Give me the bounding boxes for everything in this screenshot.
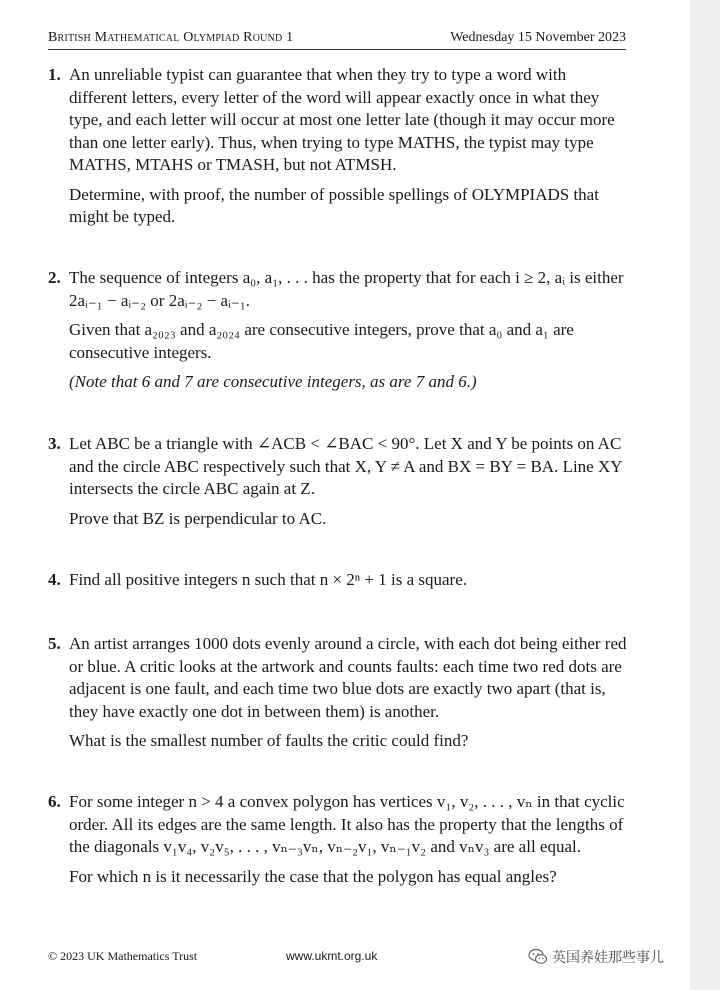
exam-date: Wednesday 15 November 2023 (450, 30, 626, 45)
problem-number: 3. (48, 434, 61, 453)
problem-number: 6. (48, 792, 61, 811)
competition-title: British Mathematical Olympiad Round 1 (48, 30, 294, 45)
side-scrollbar-area (690, 0, 720, 990)
problem-5 (48, 633, 628, 753)
problem-text: Let ABC be a triangle with ∠ACB < ∠BAC < 90°. Let X and Y be points on AC and the circle ABC respectively such that X, Y ≠ A and BX = BY = BA. Line XY intersects the circle ABC again at Z. (69, 434, 622, 498)
problem-question: Prove that BZ is perpendicular to AC. (69, 508, 327, 528)
problem-text: Find all positive integers n such that n × 2ⁿ + 1 is a square. (69, 570, 467, 589)
problem-note: (Note that 6 and 7 are consecutive integers, as are 7 and 6.) (69, 372, 477, 391)
problem-number: 5. (48, 634, 61, 653)
problem-question: Determine, with proof, the number of possible spellings of OLYMPIADS that might be typed. (69, 184, 599, 226)
problem-1 (48, 64, 628, 229)
problem-question: Given that a₂₀₂₃ and a₂₀₂₄ are consecutive integers, prove that a₀ and a₁ are consecutive integers. (69, 320, 574, 362)
problem-question: What is the smallest number of faults the critic could find? (69, 731, 469, 750)
problem-text: The sequence of integers a₀, a₁, . . . has the property that for each i ≥ 2, aᵢ is either 2aᵢ₋₁ − aᵢ₋₂ or 2aᵢ₋₂ − aᵢ₋₁. (69, 268, 624, 310)
problem-text: An unreliable typist can guarantee that when they try to type a word with different letters, every letter of the word will appear exactly once in what they type, and each letter will occur at most one letter late (though it may occur more than one letter early). Thus, when trying to type MATHS, the typist may type MATHS, MTAHS or TMASH, but not ATMSH. (69, 65, 615, 174)
problem-number: 2. (48, 268, 61, 287)
copyright-text: © 2023 UK Mathematics Trust (48, 949, 198, 963)
problem-text: For some integer n > 4 a convex polygon has vertices v₁, v₂, . . . , vₙ in that cyclic order. All its edges are the same length. It also has the property that the lengths of the diagonals v₁v₄, v₂v₅, . . . , vₙ₋₃vₙ, vₙ₋₂v₁, vₙ₋₁v₂ and vₙv₃ are all equal. (69, 792, 625, 856)
page-header (48, 30, 626, 50)
website-link[interactable]: www.ukmt.org.uk (286, 949, 378, 963)
problem-number: 4. (48, 570, 61, 589)
problem-number: 1. (48, 65, 61, 84)
problem-text: An artist arranges 1000 dots evenly around a circle, with each dot being either red or blue. A critic looks at the artwork and counts faults: each time two red dots are adjacent is one fault, and each time two blue dots are exactly two apart (that is, they have exactly one dot in between them) is another. (69, 634, 627, 721)
wechat-icon (528, 948, 548, 966)
wechat-watermark (528, 947, 664, 967)
problem-3 (48, 433, 628, 530)
problem-6 (48, 791, 628, 888)
problem-question: For which n is it necessarily the case that the polygon has equal angles? (69, 866, 557, 886)
problem-4 (48, 569, 628, 592)
watermark-text: 英国养娃那些事儿 (552, 950, 664, 966)
problem-2 (48, 267, 628, 394)
